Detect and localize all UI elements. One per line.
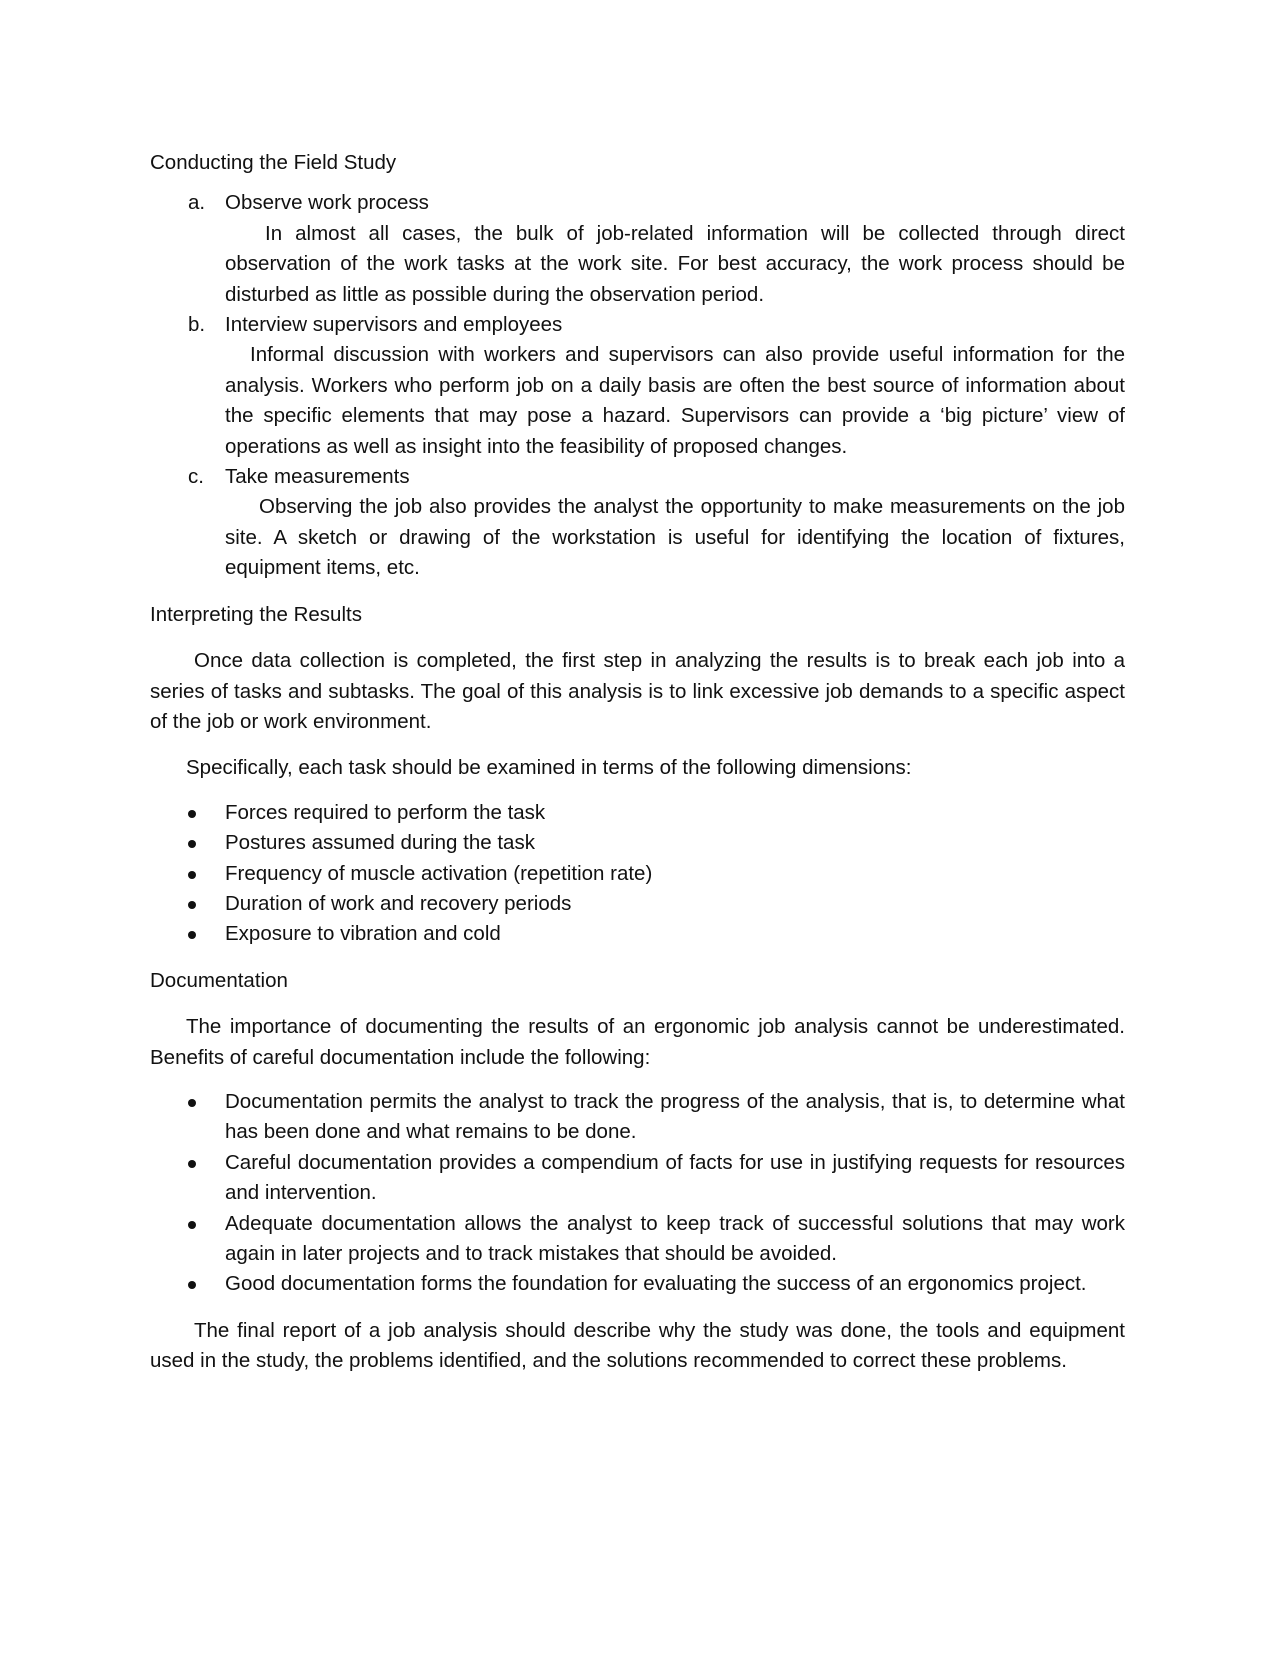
list-item-text: Exposure to vibration and cold — [225, 922, 501, 946]
list-item-text: Documentation permits the analyst to track the progress of the analysis, that is, to determine what has been done and what remains to be done. — [225, 1089, 1125, 1144]
list-item — [150, 1209, 1125, 1270]
bullet-icon — [188, 810, 196, 818]
bullet-icon — [188, 840, 196, 848]
bullet-icon — [188, 1160, 196, 1168]
field-study-list — [150, 188, 1125, 583]
list-item-text: Postures assumed during the task — [225, 831, 535, 855]
list-item-body: Observing the job also provides the analyst the opportunity to make measurements on the job site. A sketch or drawing of the workstation is useful for identifying the location of fixtures, equipment items, etc. — [225, 495, 1125, 580]
list-item-title: Interview supervisors and employees — [225, 313, 563, 337]
list-item-text: Duration of work and recovery periods — [225, 891, 572, 915]
section-heading-field-study: Conducting the Field Study — [150, 151, 397, 174]
list-item — [150, 1087, 1125, 1148]
interpreting-paragraph-2: Specifically, each task should be examined in terms of the following dimensions: — [186, 756, 912, 780]
bullet-icon — [188, 1221, 196, 1229]
list-item-text: Adequate documentation allows the analyst to keep track of successful solutions that may work again in later projects and to track mistakes that should be avoided. — [225, 1211, 1125, 1265]
list-item — [150, 1148, 1125, 1209]
bullet-icon — [188, 931, 196, 939]
bullet-icon — [188, 1099, 196, 1107]
list-item-body: Informal discussion with workers and supervisors can also provide useful information for the analysis. Workers who perform job on a daily basis are often the best source of information about the specific elements that may pose a hazard. Supervisors can provide a ‘big picture’ view of operations as well as insight into the feasibility of proposed changes. — [225, 343, 1125, 458]
dimensions-list — [150, 798, 1125, 950]
list-item — [150, 188, 1125, 310]
bullet-icon — [188, 1281, 196, 1289]
bullet-icon — [188, 901, 196, 909]
list-item — [150, 310, 1125, 462]
bullet-icon — [188, 871, 196, 879]
list-item — [150, 1269, 1125, 1299]
list-item-text: Frequency of muscle activation (repetition rate) — [225, 861, 653, 885]
list-marker: a. — [188, 191, 206, 215]
list-item-title: Observe work process — [225, 191, 429, 215]
documentation-paragraph-2: The final report of a job analysis should describe why the study was done, the tools and equipment used in the study, the problems identified, and the solutions recommended to correct these problems. — [150, 1318, 1125, 1373]
list-item-text: Forces required to perform the task — [225, 800, 546, 824]
section-heading-documentation: Documentation — [150, 968, 288, 992]
list-item — [150, 462, 1125, 584]
document-page — [150, 148, 1125, 1377]
documentation-benefits-list — [150, 1087, 1125, 1300]
list-item — [150, 919, 1125, 949]
list-item-text: Good documentation forms the foundation for evaluating the success of an ergonomics project. — [225, 1272, 1087, 1296]
list-item — [150, 889, 1125, 919]
list-item-title: Take measurements — [225, 465, 410, 489]
list-item — [150, 859, 1125, 889]
list-item — [150, 798, 1125, 828]
list-marker: b. — [188, 313, 206, 337]
interpreting-paragraph-1: Once data collection is completed, the first step in analyzing the results is to break each job into a series of tasks and subtasks. The goal of this analysis is to link excessive job demands to a specific aspect of the job or work environment. — [150, 649, 1125, 733]
list-item — [150, 828, 1125, 858]
list-marker: c. — [188, 465, 204, 489]
list-item-text: Careful documentation provides a compendium of facts for use in justifying requests for resources and intervention. — [225, 1150, 1125, 1205]
section-heading-interpreting: Interpreting the Results — [150, 602, 362, 626]
list-item-body: In almost all cases, the bulk of job-related information will be collected through direct observation of the work tasks at the work site. For best accuracy, the work process should be disturbed as little as possible during the observation period. — [225, 221, 1125, 306]
documentation-paragraph-1: The importance of documenting the results of an ergonomic job analysis cannot be underestimated. Benefits of careful documentation include the following: — [150, 1015, 1125, 1069]
